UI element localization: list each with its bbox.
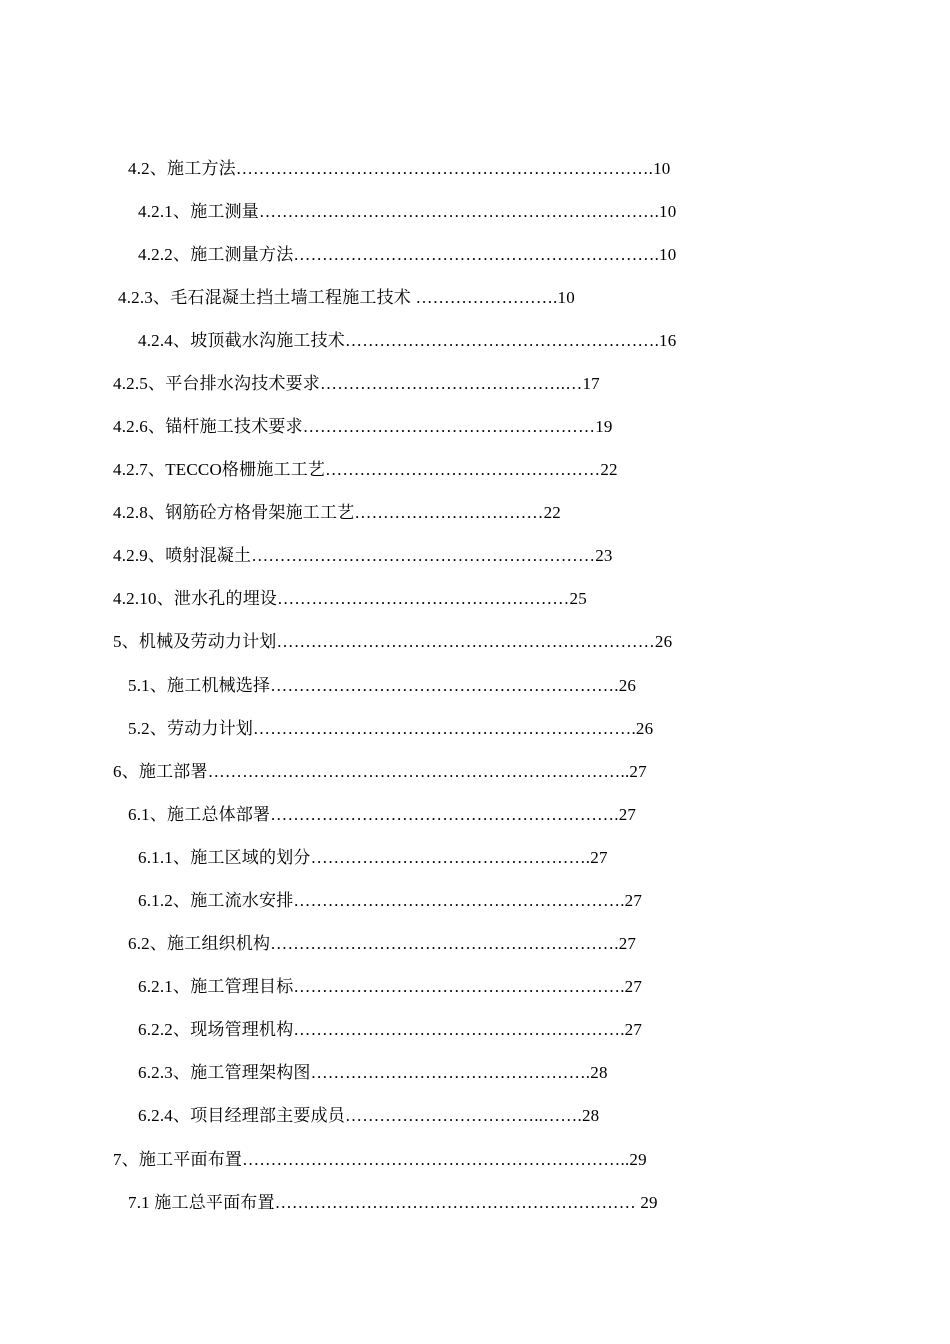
toc-entry-6-2-3: 6.2.3、施工管理架构图………………………………………….28 [138,1063,608,1082]
toc-entry-4-2-5: 4.2.5、平台排水沟技术要求…………………………………….…17 [113,374,600,393]
toc-entry-6-1: 6.1、施工总体部署…………………………………………………….27 [128,805,637,824]
toc-entry-6-2-2: 6.2.2、现场管理机构………………………………………………….27 [138,1020,643,1039]
toc-entry-4-2-9: 4.2.9、喷射混凝土……………………………………………………23 [113,546,613,565]
toc-entry-7: 7、施工平面布置…………………………………………………………..29 [113,1150,647,1169]
toc-entry-4-2-2: 4.2.2、施工测量方法……………………………………………………….10 [138,245,677,264]
toc-entry-7-1: 7.1 施工总平面布置……………………………………………………… 29 [128,1193,658,1212]
toc-entry-5-1: 5.1、施工机械选择…………………………………………………….26 [128,676,637,695]
toc-entry-6-1-2: 6.1.2、施工流水安排………………………………………………….27 [138,891,643,910]
toc-entry-4-2-4: 4.2.4、坡顶截水沟施工技术……………………………………………….16 [138,331,677,350]
toc-entry-4-2-3: 4.2.3、毛石混凝土挡土墙工程施工技术 …………………….10 [118,288,575,307]
toc-entry-4-2: 4.2、施工方法……………………………………………………………….10 [128,159,671,178]
toc-entry-4-2-6: 4.2.6、锚杆施工技术要求……………………………………………19 [113,417,613,436]
toc-entry-5: 5、机械及劳动力计划…………………………………………………………26 [113,632,673,651]
toc-entry-6-1-1: 6.1.1、施工区域的划分………………………………………….27 [138,848,608,867]
toc-entry-4-2-7: 4.2.7、TECCO格栅施工工艺…………………………………………22 [113,460,618,479]
toc-entry-5-2: 5.2、劳动力计划………………………………………………………….26 [128,719,654,738]
toc-entry-6-2-4: 6.2.4、项目经理部主要成员……………………………..…….28 [138,1106,600,1125]
toc-entry-6: 6、施工部署………………………………………………………………..27 [113,762,647,781]
toc-entry-4-2-10: 4.2.10、泄水孔的埋设……………………………………………25 [113,589,587,608]
toc-entry-4-2-8: 4.2.8、钢筋砼方格骨架施工工艺……………………………22 [113,503,561,522]
toc-entry-6-2-1: 6.2.1、施工管理目标………………………………………………….27 [138,977,643,996]
toc-entry-4-2-1: 4.2.1、施工测量…………………………………………………………….10 [138,202,677,221]
toc-entry-6-2: 6.2、施工组织机构…………………………………………………….27 [128,934,637,953]
